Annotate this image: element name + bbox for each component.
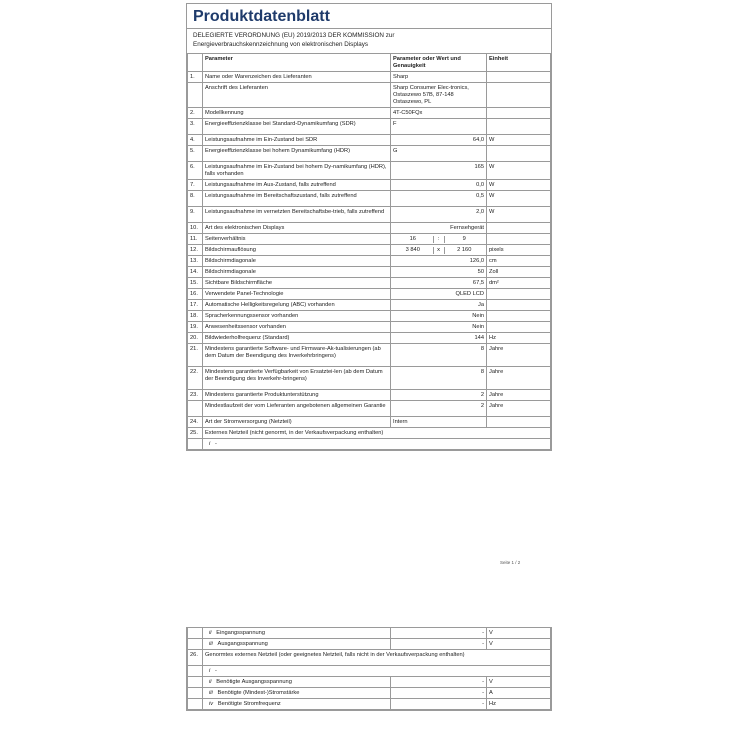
table-row: ii Eingangsspannung - V: [188, 628, 551, 639]
table-row: 17. Automatische Helligkeitsregelung (ABC) vorhanden Ja: [188, 300, 551, 311]
table-row: 12. Bildschirmauflösung 3 840 x 2 160 pixels: [188, 245, 551, 256]
table-row: 20. Bildwiederholfrequenz (Standard) 144 Hz: [188, 333, 551, 344]
product-datasheet-page-2: [186, 627, 552, 711]
table-row: 26. Genormtes externes Netzteil (oder geeignetes Netzteil, falls nicht in der Verkaufsverpackung enthalten): [188, 650, 551, 666]
table-row: i -: [188, 666, 551, 677]
column-header-param: Parameter: [203, 54, 391, 72]
table-row: 13. Bildschirmdiagonale 126,0 cm: [188, 256, 551, 267]
table-row: 16. Verwendete Panel-Technologie QLED LCD: [188, 289, 551, 300]
table-row: 4. Leistungsaufnahme im Ein-Zustand bei SDR 64,0 W: [188, 135, 551, 146]
table-row: ii Benötigte Ausgangsspannung - V: [188, 677, 551, 688]
table-row: i -: [188, 439, 551, 450]
table-row: 7. Leistungsaufnahme im Aus-Zustand, falls zutreffend 0,0 W: [188, 180, 551, 191]
table-row: 2. Modellkennung 4T-C50FQx: [188, 108, 551, 119]
table-row: 11. Seitenverhältnis 16 : 9: [188, 234, 551, 245]
table-row: 18. Spracherkennungssensor vorhanden Nein: [188, 311, 551, 322]
column-header-unit: Einheit: [487, 54, 551, 72]
table-row: iv Benötigte Stromfrequenz - Hz: [188, 699, 551, 710]
datasheet-table-continued: [187, 627, 551, 710]
table-row: 10. Art des elektronischen Displays Fernsehgerät: [188, 223, 551, 234]
table-row: 9. Leistungsaufnahme im vernetzten Bereitschaftsbe-trieb, falls zutreffend 2,0 W: [188, 207, 551, 223]
table-row: 22. Mindestens garantierte Verfügbarkeit von Ersatztei-len (ab dem Datum der Beendigung des Inverkehr-bringens) 8 Jahre: [188, 367, 551, 390]
table-row: 5. Energieeffizienzklasse bei hohem Dynamikumfang (HDR) G: [188, 146, 551, 162]
table-row: 6. Leistungsaufnahme im Ein-Zustand bei hohem Dy-namikumfang (HDR), falls vorhanden 165 W: [188, 162, 551, 180]
page-number-label: Seite 1 / 2: [500, 560, 521, 565]
table-header-row: [188, 54, 551, 72]
page-title: Produktdatenblatt: [187, 4, 551, 29]
table-row: iii Benötigte (Mindest-)Stromstärke - A: [188, 688, 551, 699]
table-row: Anschrift des Lieferanten Sharp Consumer Elec-tronics, Ostaszewo 57B, 87-148 Ostaszewo, PL: [188, 83, 551, 108]
table-row: iii Ausgangsspannung - V: [188, 639, 551, 650]
table-row: 19. Anwesenheitssensor vorhanden Nein: [188, 322, 551, 333]
table-row: 1. Name oder Warenzeichen des Lieferanten Sharp: [188, 72, 551, 83]
table-row: 8. Leistungsaufnahme im Bereitschaftszustand, falls zutreffend 0,5 W: [188, 191, 551, 207]
regulation-text: DELEGIERTE VERORDNUNG (EU) 2019/2013 DER KOMMISSION zur Energieverbrauchskennzeichnung von elektronischen Displays: [193, 32, 395, 48]
product-datasheet-page-1: [186, 3, 552, 451]
table-row: 21. Mindestens garantierte Software- und Firmware-Ak-tualisierungen (ab dem Datum der Beendigung des Inverkehrbringens) 8 Jahre: [188, 344, 551, 367]
table-row: 14. Bildschirmdiagonale 50 Zoll: [188, 267, 551, 278]
table-row: 23. Mindestens garantierte Produktunterstützung 2 Jahre: [188, 390, 551, 401]
datasheet-table: [187, 53, 551, 450]
table-row: 24. Art der Stromversorgung (Netzteil) Intern: [188, 417, 551, 428]
table-row: 25. Externes Netzteil (nicht genormt, in der Verkaufsverpackung enthalten): [188, 428, 551, 439]
table-row: 3. Energieeffizienzklasse bei Standard-Dynamikumfang (SDR) F: [188, 119, 551, 135]
table-row: 15. Sichtbare Bildschirmfläche 67,5 dm²: [188, 278, 551, 289]
column-header-value: Parameter oder Wert und Genauigkeit: [391, 54, 487, 72]
table-row: Mindestlaufzeit der vom Lieferanten angebotenen allgemeinen Garantie 2 Jahre: [188, 401, 551, 417]
